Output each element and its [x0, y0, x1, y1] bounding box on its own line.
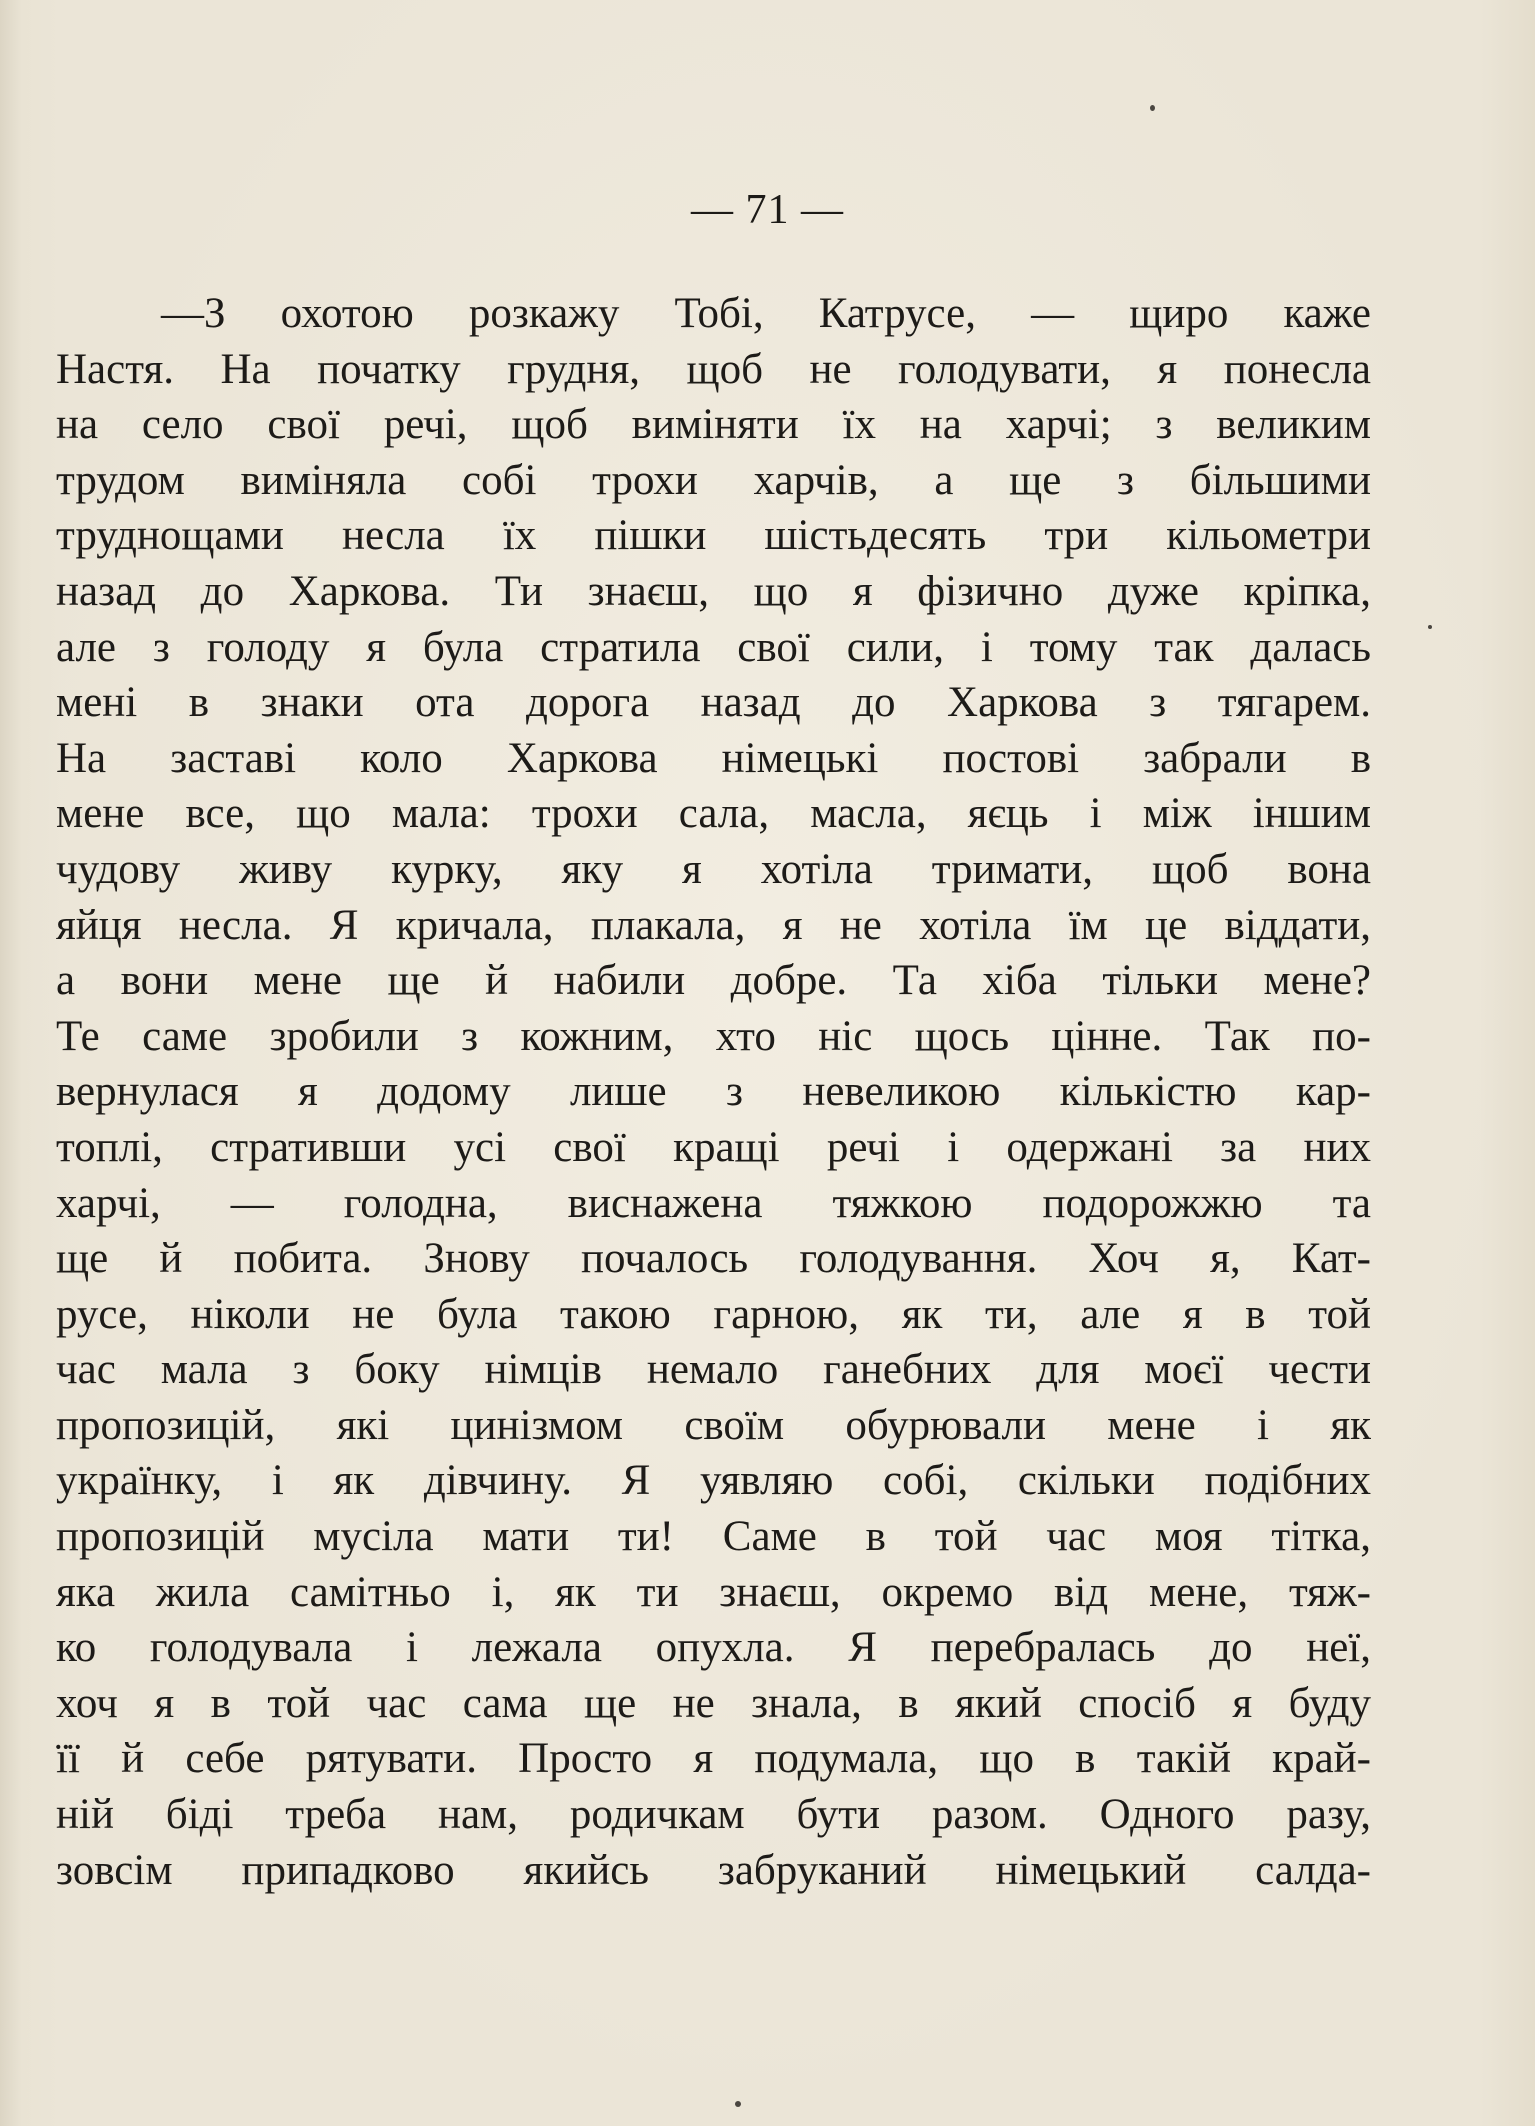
text-line: пропозицій мусіла мати ти! Саме в той час моя тітка, — [56, 1513, 1371, 1561]
text-line: вернулася я додому лише з невеликою кількістю кар- — [56, 1068, 1371, 1116]
text-line: українку, і як дівчину. Я уявляю собі, скільки подібних — [56, 1457, 1371, 1505]
text-line: топлі, стративши усі свої кращі речі і одержані за них — [56, 1123, 1371, 1171]
text-line: зовсім припадково якийсь забруканий німецький салда- — [56, 1846, 1371, 1894]
text-line: Те саме зробили з кожним, хто ніс щось цінне. Так по- — [56, 1012, 1371, 1060]
text-line: час мала з боку німців немало ганебних для моєї чести — [56, 1346, 1371, 1394]
text-line: трудом виміняла собі трохи харчів, а ще з більшими — [56, 456, 1371, 504]
text-line: русе, ніколи не була такою гарною, як ти, але я в той — [56, 1290, 1371, 1338]
text-line: назад до Харкова. Ти знаєш, що я фізично дуже кріпка, — [56, 567, 1371, 615]
text-line: яйця несла. Я кричала, плакала, я не хотіла їм це віддати, — [56, 901, 1371, 949]
text-line: мені в знаки ота дорога назад до Харкова з тягарем. — [56, 679, 1371, 727]
text-line: харчі, — голодна, виснажена тяжкою подорожжю та — [56, 1179, 1371, 1227]
text-line: яка жила самітньо і, як ти знаєш, окремо від мене, тяж- — [56, 1568, 1371, 1616]
paper-speck — [1428, 625, 1432, 629]
text-line: її й себе рятувати. Просто я подумала, що в такій край- — [56, 1735, 1371, 1783]
body-text — [56, 286, 1371, 1898]
text-line: —З охотою розкажу Тобі, Катрусе, — щиро каже — [161, 290, 1371, 337]
text-line: Настя. На початку грудня, щоб не голодувати, я понесла — [56, 345, 1371, 393]
page-number: — 71 — — [691, 187, 844, 233]
text-line: ній біді треба нам, родичкам бути разом. Одного разу, — [56, 1791, 1371, 1839]
paper-speck — [1150, 105, 1155, 111]
text-line: чудову живу курку, яку я хотіла тримати, щоб вона — [56, 845, 1371, 893]
text-line: На заставі коло Харкова німецькі постові забрали в — [56, 734, 1371, 782]
text-line: пропозицій, які цинізмом своїм обурювали мене і як — [56, 1401, 1371, 1449]
text-line: на село свої речі, щоб виміняти їх на харчі; з великим — [56, 401, 1371, 449]
text-line: мене все, що мала: трохи сала, масла, яєць і між іншим — [56, 790, 1371, 838]
text-line: але з голоду я була стратила свої сили, і тому так далась — [56, 623, 1371, 671]
text-line: а вони мене ще й набили добре. Та хіба тільки мене? — [56, 957, 1371, 1005]
text-line: труднощами несла їх пішки шістьдесять три кільометри — [56, 512, 1371, 560]
text-line: ще й побита. Знову почалось голодування. Хоч я, Кат- — [56, 1235, 1371, 1283]
paper-speck — [735, 2101, 741, 2107]
text-line: ко голодувала і лежала опухла. Я перебралась до неї, — [56, 1624, 1371, 1672]
text-line: хоч я в той час сама ще не знала, в який спосіб я буду — [56, 1679, 1371, 1727]
